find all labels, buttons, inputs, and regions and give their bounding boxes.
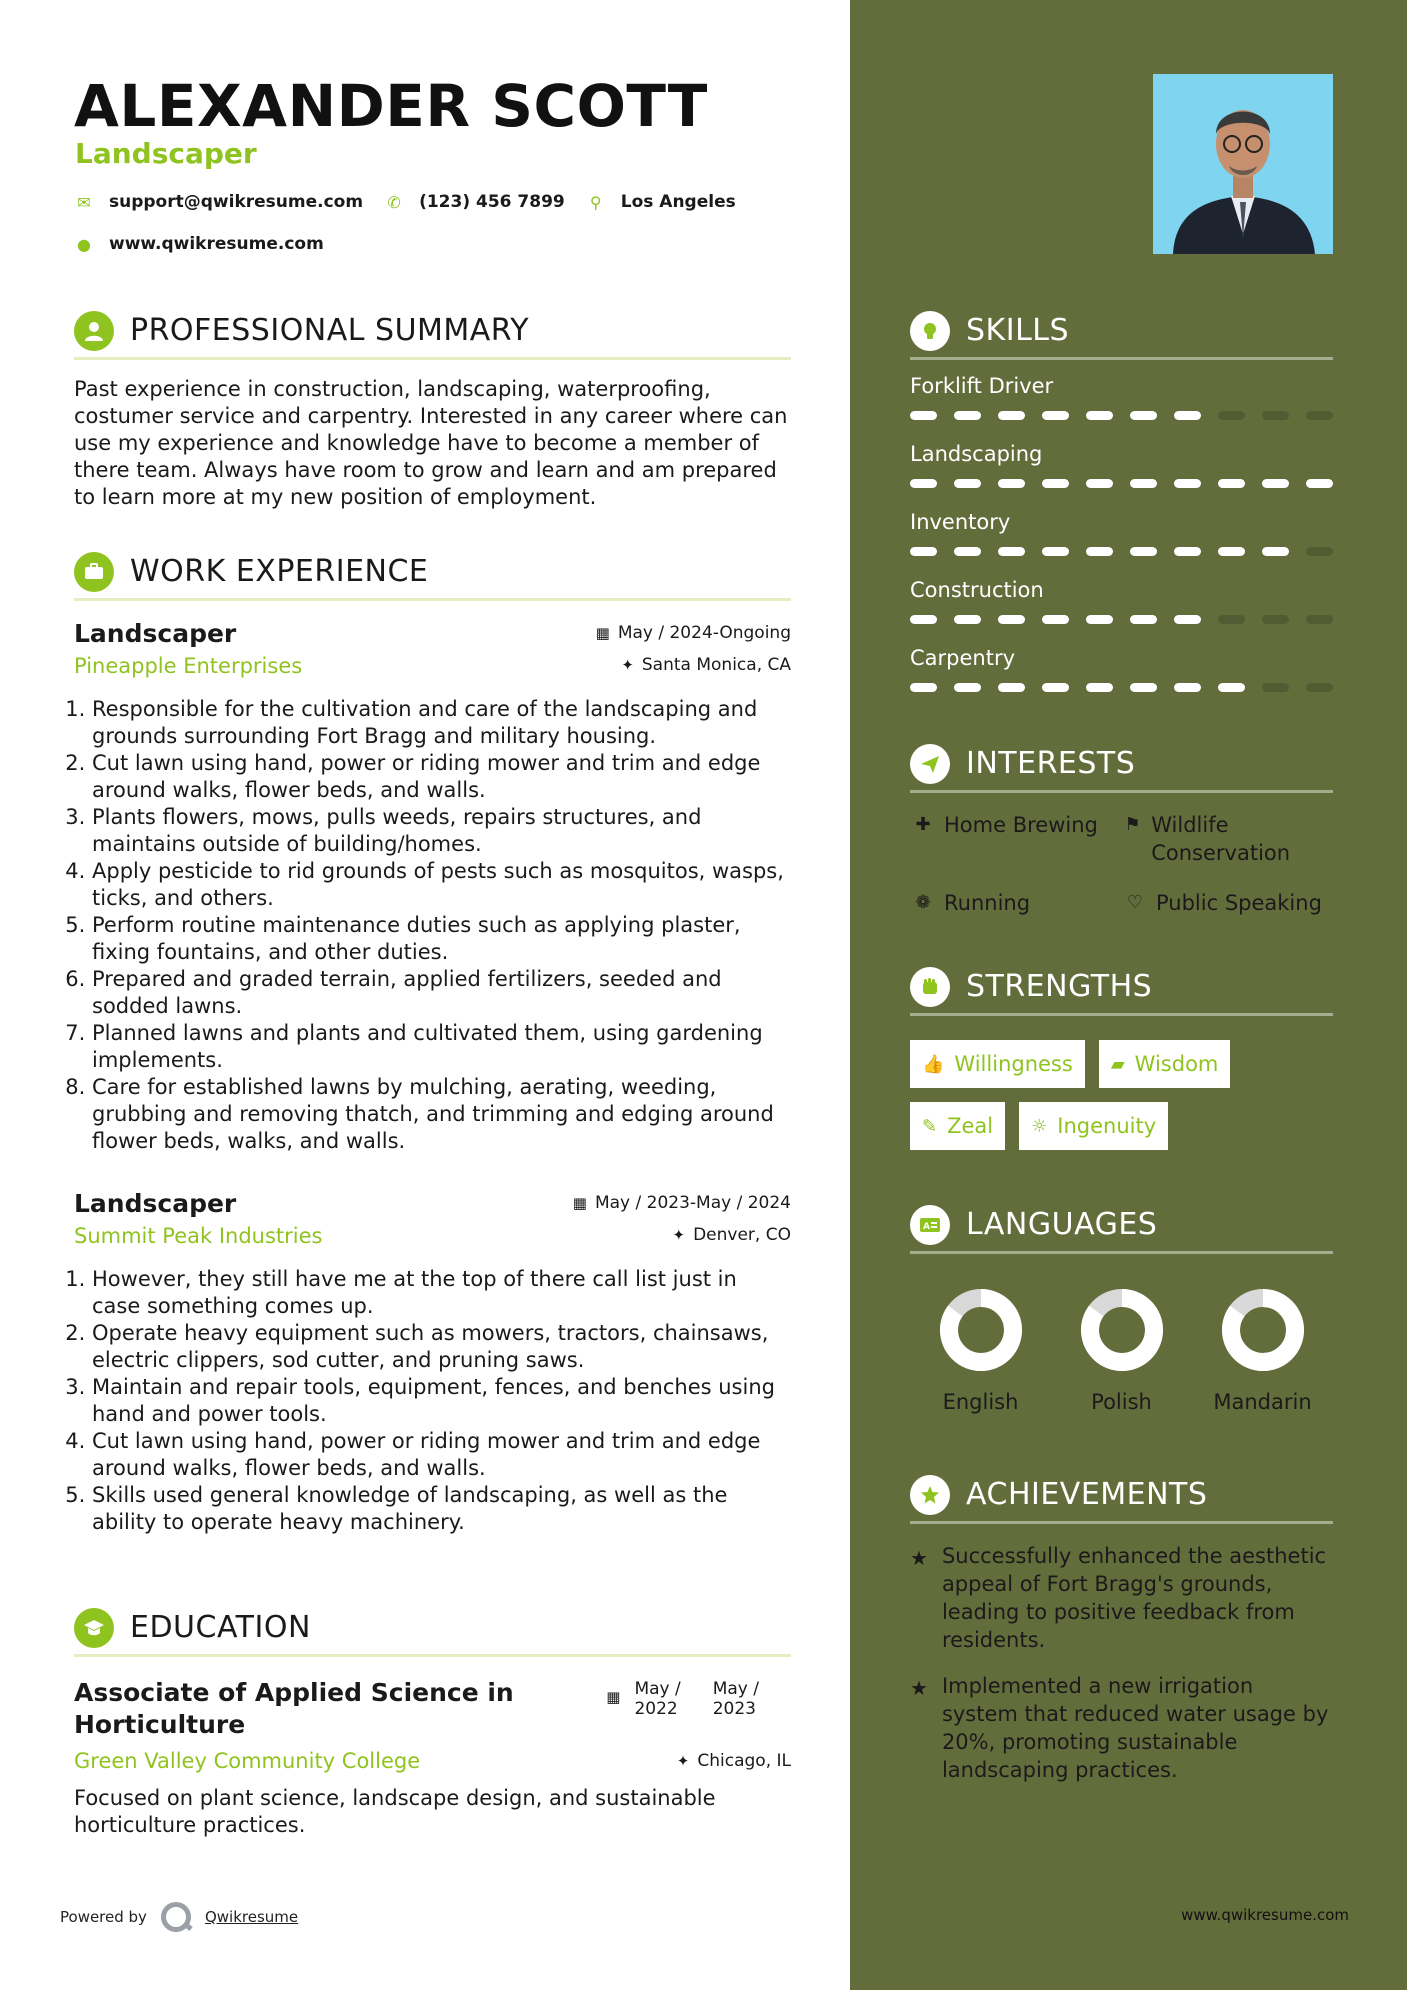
skill-segment	[1174, 615, 1201, 624]
skill-name: Landscaping	[910, 442, 1043, 466]
job-entry	[74, 619, 791, 1155]
skill-segment	[954, 547, 981, 556]
candidate-name: ALEXANDER SCOTT	[74, 72, 708, 140]
edu-description: Focused on plant science, landscape design, and sustainable horticulture practices.	[74, 1786, 716, 1837]
skills-title: SKILLS	[966, 313, 1070, 348]
skill-segment	[1130, 547, 1157, 556]
skill-segment	[954, 683, 981, 692]
skill-segment	[1306, 683, 1333, 692]
languages-section	[910, 1204, 1333, 1414]
language-item	[910, 1288, 1051, 1414]
job-entry	[74, 1189, 791, 1536]
bullet-item: 6. Prepared and graded terrain, applied fertilizers, seeded and sodded lawns.	[92, 966, 791, 1020]
skill-segment	[1130, 479, 1157, 488]
skill-name: Construction	[910, 578, 1044, 602]
job-bullets	[74, 696, 791, 1155]
languages-heading	[910, 1204, 1333, 1254]
skill-segment	[1130, 615, 1157, 624]
job-role: Landscaper	[74, 1189, 237, 1218]
skill-segment	[998, 615, 1025, 624]
skill-item	[910, 510, 1333, 556]
calendar-icon: ▦	[595, 624, 610, 642]
interest-item	[910, 811, 1122, 867]
edu-school: Green Valley Community College	[74, 1749, 421, 1773]
skill-segment	[910, 547, 937, 556]
strength-label: Zeal	[947, 1114, 994, 1138]
interest-label: Running	[944, 891, 1031, 915]
skill-segment	[1306, 411, 1333, 420]
skill-segment	[1218, 479, 1245, 488]
pin-icon: ✦	[672, 1226, 686, 1244]
fist-icon	[910, 967, 950, 1007]
footer-url[interactable]: www.qwikresume.com	[1181, 1906, 1349, 1924]
languages-list	[910, 1288, 1333, 1414]
strength-tag	[910, 1040, 1085, 1088]
job-location: Santa Monica, CA	[641, 655, 791, 675]
skill-segment	[998, 411, 1025, 420]
edu-degree: Associate of Applied Science in Horticulture	[74, 1678, 514, 1739]
powered-by-text: Powered by	[60, 1908, 147, 1926]
summary-heading	[74, 310, 791, 360]
skill-item	[910, 374, 1333, 420]
interests-title: INTERESTS	[966, 746, 1136, 781]
strengths-list	[910, 1040, 1333, 1164]
skill-segment	[1042, 615, 1069, 624]
skills-heading	[910, 310, 1333, 360]
profile-photo	[1153, 74, 1333, 254]
interests-list	[910, 811, 1333, 917]
summary-title: PROFESSIONAL SUMMARY	[130, 313, 530, 348]
bullet-item: 3. Plants flowers, mows, pulls weeds, repairs structures, and maintains outside of building/homes.	[92, 804, 791, 858]
skill-segment	[954, 615, 981, 624]
skill-segment	[1262, 615, 1289, 624]
user-icon	[74, 311, 114, 351]
location-text: Los Angeles	[620, 192, 736, 212]
skills-list	[910, 374, 1333, 692]
svg-text:A: A	[923, 1221, 930, 1232]
skill-segment	[1174, 547, 1201, 556]
languages-title: LANGUAGES	[966, 1207, 1158, 1242]
skill-level-bar	[910, 479, 1333, 488]
bullet-item: 2. Operate heavy equipment such as mowers, tractors, chainsaws, electric clippers, sod cutter, and pruning saws.	[92, 1320, 791, 1374]
bullet-item: 8. Care for established lawns by mulching, aerating, weeding, grubbing and removing thatch, and trimming and edging around flower beds, walks, and walls.	[92, 1074, 791, 1155]
lightbulb-icon	[910, 311, 950, 351]
skills-section	[910, 310, 1333, 692]
experience-title: WORK EXPERIENCE	[130, 554, 429, 589]
phone-icon: ✆	[387, 192, 401, 212]
strengths-section	[910, 966, 1333, 1164]
interest-label: Public Speaking	[1156, 891, 1322, 915]
interest-item	[910, 889, 1122, 917]
pencil-icon: ✎	[922, 1115, 938, 1137]
strength-tag	[1019, 1102, 1168, 1150]
edu-start-month: May /	[634, 1679, 681, 1699]
strengths-heading	[910, 966, 1333, 1016]
skill-segment	[998, 547, 1025, 556]
strength-tag	[910, 1102, 1005, 1150]
edu-end-month: May /	[712, 1679, 759, 1699]
summary-text: Past experience in construction, landscaping, waterproofing, costumer service and carpentry. Interested in any career where can use my experience and knowledge have to become a member of there team. Always have room to grow and learn and am prepared to learn more at my new position of employment.	[74, 377, 788, 509]
skill-item	[910, 578, 1333, 624]
globe-icon: ●	[77, 234, 91, 254]
skill-segment	[1086, 547, 1113, 556]
skill-segment	[1086, 615, 1113, 624]
skill-segment	[1306, 547, 1333, 556]
footer-branding	[60, 1902, 298, 1932]
bullet-item: 3. Maintain and repair tools, equipment, fences, and benches using hand and power tools.	[92, 1374, 791, 1428]
bullet-item: 4. Cut lawn using hand, power or riding mower and trim and edge around walks, flower beds, and walls.	[92, 1428, 791, 1482]
job-location: Denver, CO	[693, 1225, 791, 1245]
job-role: Landscaper	[74, 619, 237, 648]
skill-segment	[1086, 411, 1113, 420]
skill-segment	[1218, 411, 1245, 420]
shooting-star-icon: ★	[910, 1546, 928, 1570]
language-name: English	[942, 1390, 1019, 1414]
sign-icon: ⚑	[1124, 814, 1141, 835]
skill-segment	[1218, 547, 1245, 556]
skill-segment	[1262, 479, 1289, 488]
bullet-item: 5. Perform routine maintenance duties such as applying plaster, fixing fountains, and other duties.	[92, 912, 791, 966]
skill-segment	[1174, 479, 1201, 488]
skill-segment	[1218, 683, 1245, 692]
website-link[interactable]: www.qwikresume.com	[109, 234, 324, 254]
interest-label: Home Brewing	[944, 813, 1098, 837]
pin-icon: ✦	[676, 1752, 690, 1770]
skill-segment	[1086, 479, 1113, 488]
skill-segment	[1174, 411, 1201, 420]
interest-item	[1122, 889, 1333, 917]
skill-segment	[910, 615, 937, 624]
skill-name: Carpentry	[910, 646, 1016, 670]
bullet-item: 4. Apply pesticide to rid grounds of pests such as mosquitos, wasps, ticks, and others.	[92, 858, 791, 912]
language-gauge	[1221, 1288, 1305, 1372]
phone-text[interactable]: (123) 456 7899	[419, 192, 565, 212]
language-item	[1192, 1288, 1333, 1414]
skill-segment	[1086, 683, 1113, 692]
skill-segment	[1042, 411, 1069, 420]
book-icon: ▰	[1110, 1053, 1125, 1075]
candidate-title: Landscaper	[75, 137, 257, 170]
skill-segment	[910, 411, 937, 420]
pin-icon: ✦	[621, 656, 634, 674]
achievement-item	[910, 1672, 1333, 1784]
skill-item	[910, 442, 1333, 488]
skill-segment	[1130, 683, 1157, 692]
bullet-item: 1. Responsible for the cultivation and care of the landscaping and grounds surrounding Fort Bragg and military housing.	[92, 696, 791, 750]
bullet-item: 1. However, they still have me at the top of there call list just in case something comes up.	[92, 1266, 791, 1320]
skill-segment	[1042, 479, 1069, 488]
qwikresume-link[interactable]: Qwikresume	[204, 1908, 299, 1926]
job-company: Summit Peak Industries	[74, 1224, 323, 1248]
contact-row-secondary	[75, 234, 346, 254]
summary-section	[74, 310, 791, 511]
envelope-icon: ✉	[77, 192, 91, 212]
achievement-text: Implemented a new irrigation system that reduced water usage by 20%, promoting sustainable landscaping practices.	[941, 1674, 1329, 1782]
skill-segment	[1262, 547, 1289, 556]
education-heading	[74, 1607, 791, 1657]
achievements-heading	[910, 1474, 1333, 1524]
calendar-icon: ▦	[606, 1688, 621, 1706]
skill-segment	[910, 479, 937, 488]
contact-row-primary	[75, 192, 758, 212]
heartbeat-icon: ♡	[1126, 892, 1144, 913]
skill-segment	[954, 411, 981, 420]
skill-segment	[1218, 615, 1245, 624]
achievements-title: ACHIEVEMENTS	[966, 1477, 1208, 1512]
edu-location: Chicago, IL	[697, 1751, 791, 1771]
skill-segment	[1042, 683, 1069, 692]
paw-icon: ❁	[915, 892, 931, 913]
skill-name: Forklift Driver	[910, 374, 1054, 398]
edu-end-year: 2023	[712, 1699, 756, 1719]
language-gauge	[939, 1288, 1023, 1372]
email-link[interactable]: support@qwikresume.com	[109, 192, 364, 212]
achievement-item	[910, 1542, 1333, 1654]
bullet-item: 5. Skills used general knowledge of landscaping, as well as the ability to operate heavy machinery.	[92, 1482, 791, 1536]
strength-label: Wisdom	[1134, 1052, 1219, 1076]
experience-heading	[74, 551, 791, 601]
paper-plane-icon	[910, 744, 950, 784]
thumbs-up-icon: 👍	[922, 1053, 945, 1075]
job-dates: May / 2024-Ongoing	[617, 623, 791, 643]
skill-segment	[910, 683, 937, 692]
language-item	[1051, 1288, 1192, 1414]
skill-segment	[1262, 411, 1289, 420]
interest-label: Wildlife Conservation	[1151, 813, 1291, 865]
language-name: Polish	[1091, 1390, 1152, 1414]
language-gauge	[1080, 1288, 1164, 1372]
skill-item	[910, 646, 1333, 692]
education-entry	[74, 1677, 791, 1839]
achievements-section	[910, 1474, 1333, 1784]
skill-name: Inventory	[910, 510, 1011, 534]
skill-level-bar	[910, 411, 1333, 420]
achievements-list	[910, 1542, 1333, 1784]
skill-segment	[1306, 479, 1333, 488]
edu-start-year: 2022	[634, 1699, 678, 1719]
job-dates: May / 2023-May / 2024	[594, 1193, 791, 1213]
strengths-title: STRENGTHS	[966, 969, 1153, 1004]
graduation-icon	[74, 1608, 114, 1648]
skill-segment	[1130, 411, 1157, 420]
skill-segment	[998, 479, 1025, 488]
education-title: EDUCATION	[130, 1610, 311, 1645]
skill-segment	[1042, 547, 1069, 556]
skill-segment	[954, 479, 981, 488]
skill-segment	[1174, 683, 1201, 692]
briefcase-icon	[74, 552, 114, 592]
skill-level-bar	[910, 683, 1333, 692]
job-company: Pineapple Enterprises	[74, 654, 303, 678]
star-icon	[910, 1475, 950, 1515]
bullet-item: 7. Planned lawns and plants and cultivated them, using gardening implements.	[92, 1020, 791, 1074]
interests-heading	[910, 743, 1333, 793]
job-bullets	[74, 1266, 791, 1536]
achievement-text: Successfully enhanced the aesthetic appeal of Fort Bragg's grounds, leading to positive feedback from residents.	[941, 1544, 1327, 1652]
location-pin-icon: ⚲	[589, 192, 602, 212]
language-icon	[910, 1205, 950, 1245]
skill-segment	[1306, 615, 1333, 624]
skill-level-bar	[910, 547, 1333, 556]
skill-segment	[998, 683, 1025, 692]
strength-tag	[1099, 1040, 1231, 1088]
qwikresume-logo-icon	[161, 1902, 191, 1932]
skill-level-bar	[910, 615, 1333, 624]
calendar-icon: ▦	[572, 1194, 587, 1212]
shooting-star-icon: ★	[910, 1676, 928, 1700]
puzzle-icon: ✚	[915, 814, 931, 835]
experience-section	[74, 551, 791, 1536]
skill-segment	[1262, 683, 1289, 692]
strength-label: Willingness	[954, 1052, 1073, 1076]
language-name: Mandarin	[1213, 1390, 1312, 1414]
strength-label: Ingenuity	[1057, 1114, 1157, 1138]
lightbulb-icon: ☼	[1031, 1115, 1048, 1137]
interests-section	[910, 743, 1333, 917]
bullet-item: 2. Cut lawn using hand, power or riding mower and trim and edge around walks, flower beds, and walls.	[92, 750, 791, 804]
education-section	[74, 1607, 791, 1839]
interest-item	[1122, 811, 1333, 867]
